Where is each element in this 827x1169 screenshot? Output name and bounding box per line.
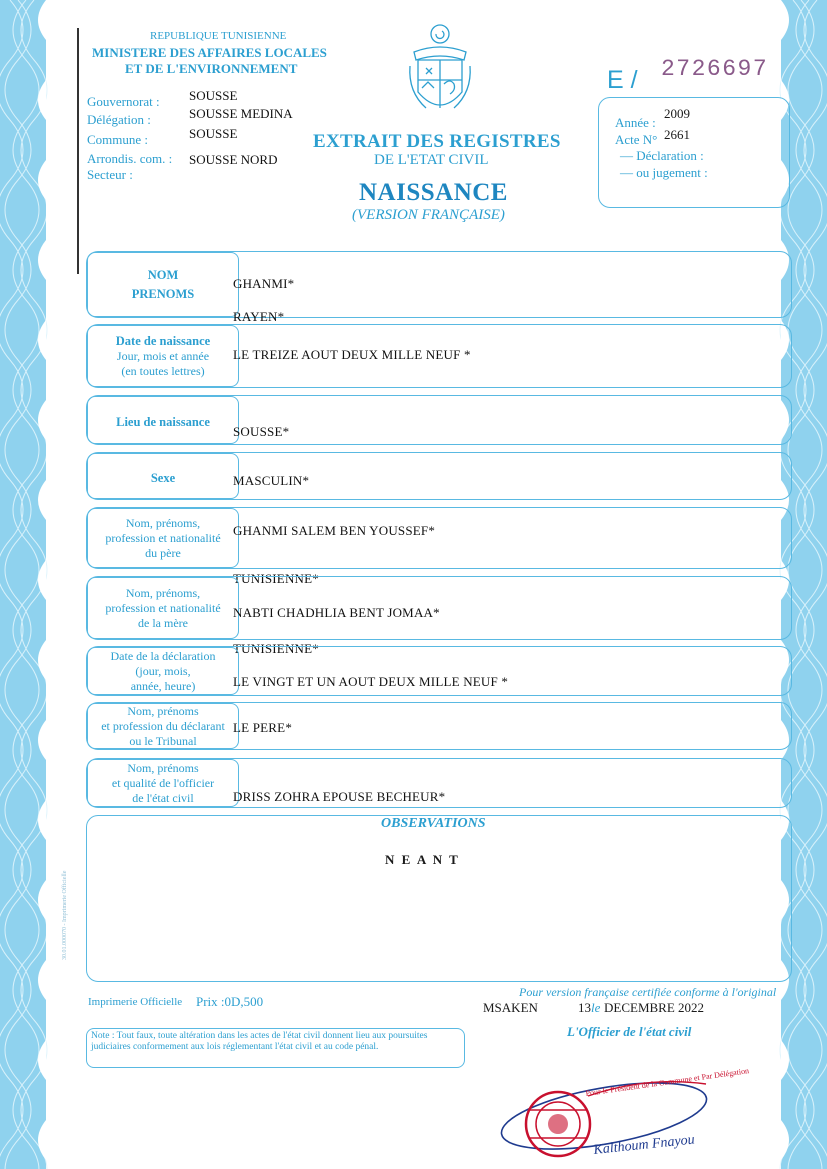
row-lieu-naissance — [86, 395, 792, 445]
mere-value: NABTI CHADHLIA BENT JOMAA* — [233, 605, 440, 620]
reference-prefix: E / — [607, 66, 638, 94]
nom-label: NOM — [147, 267, 179, 282]
date-naissance-sub1: Jour, mois et année — [116, 348, 210, 363]
acte-label: Acte N° — [615, 132, 658, 147]
official-stamp — [496, 1066, 750, 1162]
jugement-label: — ou jugement : — [620, 165, 708, 180]
ministry-line-1: MINISTERE DES AFFAIRES LOCALES — [92, 45, 327, 60]
officer-caption: L'Officier de l'état civil — [567, 1024, 692, 1039]
arrondissement-label: Arrondis. com. : — [87, 151, 173, 166]
mere-label-1: Nom, prénoms, — [125, 585, 201, 600]
pere-label-3: du père — [145, 545, 181, 560]
annee-label: Année : — [615, 115, 656, 130]
title-naissance: NAISSANCE — [359, 179, 508, 206]
row-pere-label — [87, 508, 239, 568]
title-etat-civil: DE L'ETAT CIVIL — [374, 152, 489, 168]
annee-value: 2009 — [664, 106, 690, 121]
officier-label-2: et qualité de l'officier — [111, 775, 215, 790]
commune-value: SOUSSE — [189, 126, 238, 141]
date-naissance-sub2: (en toutes lettres) — [121, 363, 205, 378]
date-naissance-value: LE TREIZE AOUT DEUX MILLE NEUF * — [233, 347, 471, 362]
lieu-naissance-label: Lieu de naissance — [116, 415, 210, 429]
row-lieu-label — [87, 396, 239, 444]
pere-value: GHANMI SALEM BEN YOUSSEF* — [233, 523, 436, 538]
row-sexe — [86, 452, 792, 500]
officier-value: DRISS ZOHRA EPOUSE BECHEUR* — [233, 789, 446, 804]
declaration-date-label-2: (jour, mois, — [135, 663, 191, 678]
observations-title: OBSERVATIONS — [381, 816, 486, 831]
declaration-date-value: LE VINGT ET UN AOUT DEUX MILLE NEUF * — [233, 674, 509, 689]
sexe-value: MASCULIN* — [233, 473, 310, 488]
declaration-label: — Déclaration : — [620, 148, 704, 163]
title-version: (VERSION FRANÇAISE) — [352, 207, 505, 223]
declarant-label-2: et profession du déclarant — [101, 718, 225, 733]
observations-box — [86, 815, 792, 982]
commune-label: Commune : — [87, 132, 149, 147]
date-day-value: 13 — [578, 1000, 591, 1015]
pere-label-2: profession et nationalité — [105, 530, 221, 545]
date-le-label: le — [591, 1000, 601, 1015]
signature-text: Kalthoum Fnayou — [592, 1132, 696, 1158]
row-mere-label — [87, 577, 239, 639]
gouvernorat-label: Gouvernorat : — [87, 94, 160, 109]
row-date-naissance-label — [87, 325, 239, 387]
left-guilloche-border — [0, 0, 46, 1169]
row-pere — [86, 507, 792, 569]
printer-label: Imprimerie Officielle — [88, 996, 183, 1008]
declaration-date-label-3: année, heure) — [130, 678, 196, 693]
certified-note: Pour version française certifiée conforme à l'original — [519, 985, 777, 999]
delegation-value: SOUSSE MEDINA — [189, 106, 293, 121]
declarant-label-1: Nom, prénoms — [127, 703, 199, 718]
coat-of-arms-emblem — [406, 22, 474, 122]
prenoms-value: RAYEN* — [233, 309, 285, 324]
officier-label-3: de l'état civil — [132, 790, 194, 805]
officier-label-1: Nom, prénoms — [127, 760, 199, 775]
lieu-naissance-value: SOUSSE* — [233, 424, 290, 439]
observations-value: N E A N T — [385, 852, 460, 867]
republic-heading: REPUBLIQUE TUNISIENNE — [150, 30, 287, 42]
nom-value: GHANMI* — [233, 276, 295, 291]
place-value: MSAKEN — [483, 1000, 538, 1015]
pere-label-1: Nom, prénoms, — [125, 515, 201, 530]
date-month-year-value: DECEMBRE 2022 — [604, 1000, 705, 1015]
price-label: Prix :0D,500 — [196, 994, 264, 1009]
reference-number: 2726697 — [661, 56, 769, 82]
row-sexe-label — [87, 453, 239, 499]
declaration-date-label-1: Date de la déclaration — [110, 648, 216, 663]
gouvernorat-value: SOUSSE — [189, 88, 238, 103]
prenoms-label: PRENOMS — [131, 286, 195, 301]
stamp-text: Pour le Président de la Commune et Par Délégation — [585, 1066, 750, 1098]
printer-vertical-mark: 30.01.000070 - Imprimerie Officielle — [62, 870, 68, 960]
title-extrait: EXTRAIT DES REGISTRES — [313, 131, 561, 152]
mere-label-2: profession et nationalité — [105, 600, 221, 615]
mere-nationalite-value: TUNISIENNE* — [233, 641, 319, 656]
declarant-label-3: ou le Tribunal — [129, 733, 197, 748]
declarant-value: LE PERE* — [233, 720, 293, 735]
acte-value: 2661 — [664, 127, 690, 142]
row-declarant-label — [87, 703, 239, 749]
sexe-label: Sexe — [150, 471, 176, 485]
mere-label-3: de la mère — [138, 615, 188, 630]
arrondissement-value: SOUSSE NORD — [189, 152, 278, 167]
row-declaration-label — [87, 647, 239, 695]
header-vertical-rule — [77, 28, 79, 274]
legal-note-text: Note : Tout faux, toute altération dans les actes de l'état civil donnent lieu aux poursuites judiciaires conformement aux lois réglementant l'état civil et au code pénal. — [91, 1031, 428, 1052]
delegation-label: Délégation : — [87, 112, 151, 127]
row-nom-label — [87, 252, 239, 317]
row-nom-prenoms — [86, 251, 792, 318]
row-officier-label — [87, 759, 239, 807]
ministry-line-2: ET DE L'ENVIRONNEMENT — [125, 61, 298, 76]
row-declarant — [86, 702, 792, 750]
pere-nationalite-value: TUNISIENNE* — [233, 571, 319, 586]
date-naissance-label: Date de naissance — [115, 333, 211, 348]
secteur-label: Secteur : — [87, 167, 133, 182]
